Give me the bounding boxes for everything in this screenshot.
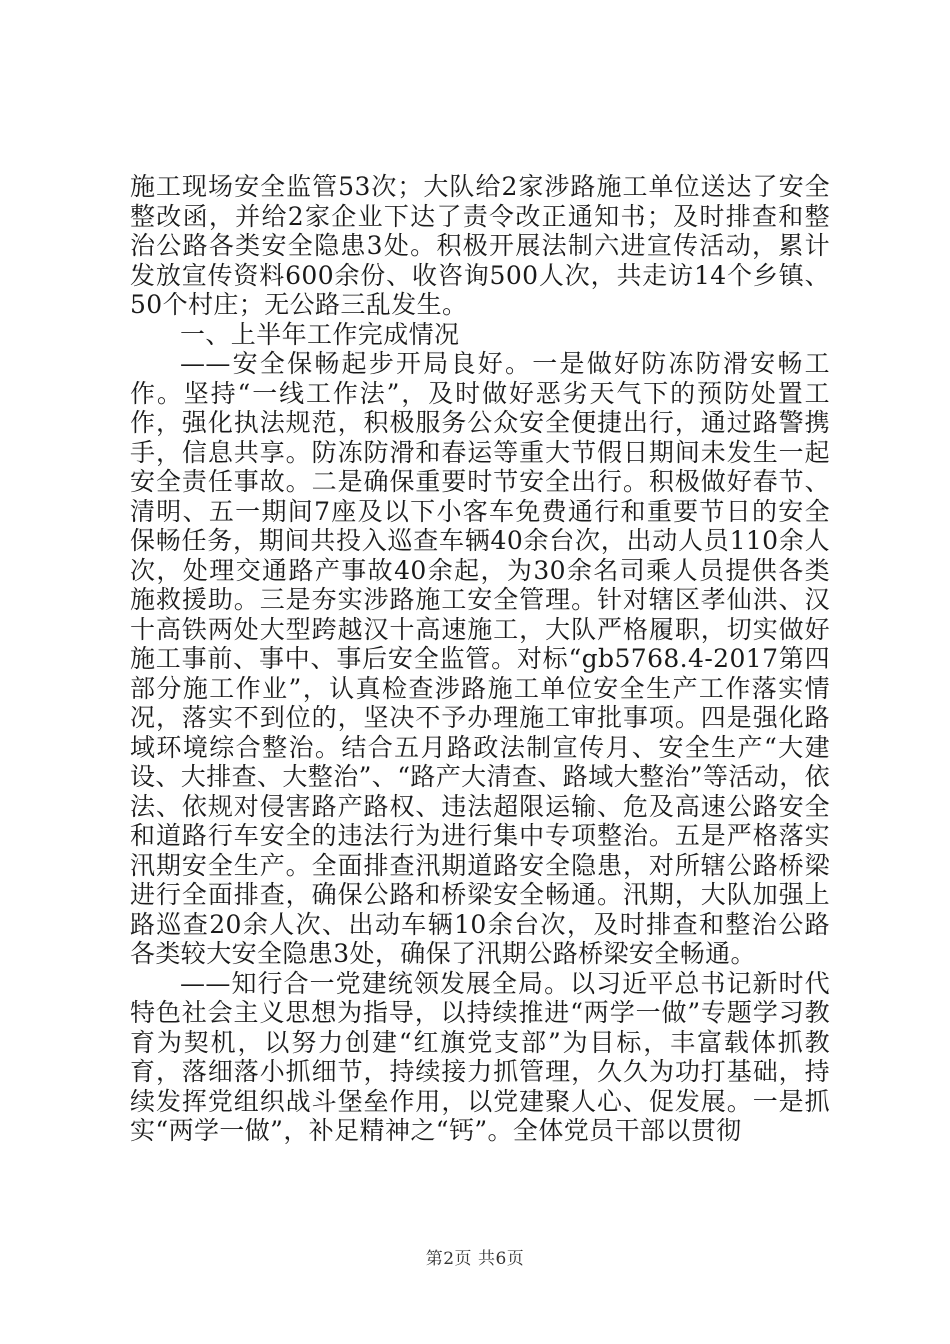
section-heading: 一、上半年工作完成情况 — [180, 319, 460, 349]
document-body — [130, 172, 830, 1146]
page-number-footer: 第2页 共6页 — [425, 1249, 525, 1269]
paragraph-party-building: ——知行合一党建统领发展全局。以习近平总书记新时代特色社会主义思想为指导，以持续推进“两学一做”专题学习教育为契机，以努力创建“红旗党支部”为目标，丰富载体抓教育，落细落小抓细节，持续接力抓管理，久久为功打基础，持续发挥党组织战斗堡垒作用，以党建聚人心、促发展。一是抓实“两学一做”，补足精神之“钙”。全体党员干部以贯彻 — [130, 968, 830, 1145]
paragraph-1: 施工现场安全监管53次；大队给2家涉路施工单位送达了安全整改函，并给2家企业下达了责令改正通知书；及时排查和整治公路各类安全隐患3处。积极开展法制六进宣传活动，累计发放宣传资料600余份、收咨询500人次，共走访14个乡镇、50个村庄；无公路三乱发生。 — [130, 172, 830, 319]
paragraph-safety: ——安全保畅起步开局良好。一是做好防冻防滑安畅工作。坚持“一线工作法”，及时做好恶劣天气下的预防处置工作，强化执法规范，积极服务公众安全便捷出行，通过路警携手，信息共享。防冻防滑和春运等重大节假日期间未发生一起安全责任事故。二是确保重要时节安全出行。积极做好春节、清明、五一期间7座及以下小客车免费通行和重要节日的安全保畅任务，期间共投入巡查车辆40余台次，出动人员110余人次，处理交通路产事故40余起，为30余名司乘人员提供各类施救援助。三是夯实涉路施工安全管理。针对辖区孝仙洪、汉十高铁两处大型跨越汉十高速施工，大队严格履职，切实做好施工事前、事中、事后安全监管。对标“gb5768.4-2017第四部分施工作业”，认真检查涉路施工单位安全生产工作落实情况，落实不到位的，坚决不予办理施工审批事项。四是强化路域环境综合整治。结合五月路政法制宣传月、安全生产“大建设、大排查、大整治”、“路产大清查、路域大整治”等活动，依法、依规对侵害路产路权、违法超限运输、危及高速公路安全和道路行车安全的违法行为进行集中专项整治。五是严格落实汛期安全生产。全面排查汛期道路安全隐患，对所辖公路桥梁进行全面排查，确保公路和桥梁安全畅通。汛期，大队加强上路巡查20余人次、出动车辆10余台次，及时排查和整治公路各类较大安全隐患3处，确保了汛期公路桥梁安全畅通。 — [130, 349, 830, 968]
